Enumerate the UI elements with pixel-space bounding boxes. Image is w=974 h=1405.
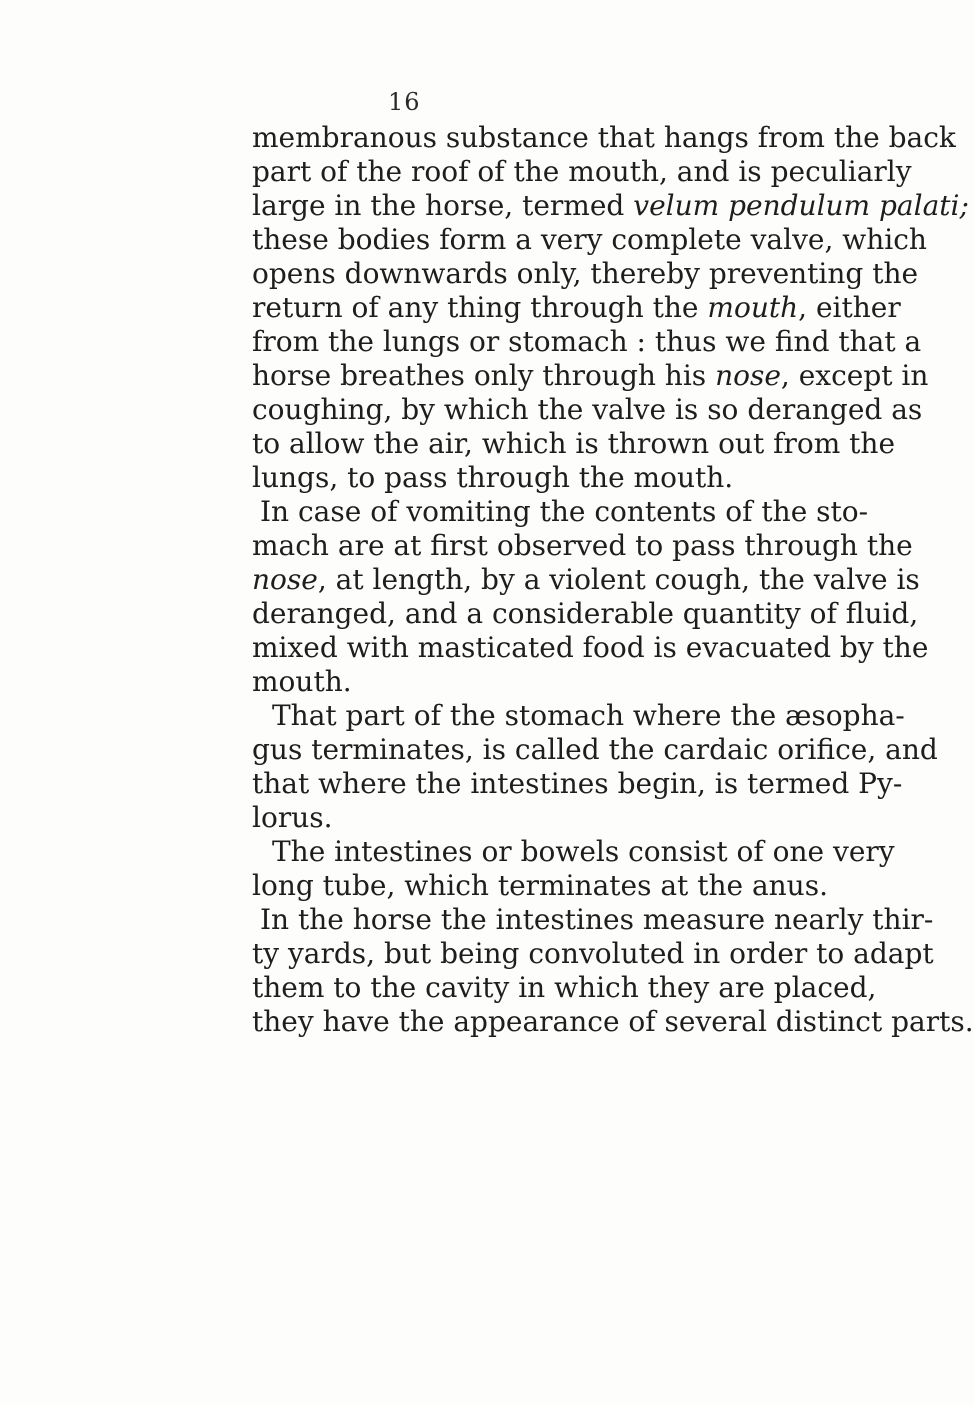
emphasis: nose: [252, 563, 318, 596]
text-line: mouth.: [252, 665, 352, 698]
text-line: opens downwards only, thereby preventing the: [252, 257, 919, 290]
paragraph-start: That part of the stomach where the æsopha-: [272, 699, 905, 732]
text-line: part of the roof of the mouth, and is peculiarly: [252, 155, 912, 188]
text-line: large in the horse, termed velum pendulum palati;: [252, 189, 969, 222]
paragraph-start: In case of vomiting the contents of the sto-: [260, 495, 869, 528]
text-line: them to the cavity in which they are placed,: [252, 971, 877, 1004]
text-line: deranged, and a considerable quantity of fluid,: [252, 597, 919, 630]
text-line: from the lungs or stomach : thus we find that a: [252, 325, 922, 358]
text-line: mach are at first observed to pass through the: [252, 529, 913, 562]
latin-term: velum pendulum palati;: [633, 189, 969, 222]
text-line: return of any thing through the mouth, either: [252, 291, 901, 324]
text-line: long tube, which terminates at the anus.: [252, 869, 828, 902]
text-line: nose, at length, by a violent cough, the valve is: [252, 563, 920, 596]
text-line: these bodies form a very complete valve, which: [252, 223, 927, 256]
text-line: lungs, to pass through the mouth.: [252, 461, 734, 494]
text-line: ty yards, but being convoluted in order to adapt: [252, 937, 934, 970]
text-line: they have the appearance of several distinct parts.: [252, 1005, 974, 1038]
text-line: gus terminates, is called the cardaic orifice, and: [252, 733, 938, 766]
paragraph-start: In the horse the intestines measure nearly thir-: [260, 903, 934, 936]
text-line: lorus.: [252, 801, 333, 834]
paragraph-start: The intestines or bowels consist of one very: [272, 835, 895, 868]
text-line: membranous substance that hangs from the back: [252, 121, 956, 154]
emphasis: nose: [715, 359, 781, 392]
text-line: coughing, by which the valve is so deranged as: [252, 393, 923, 426]
text-line: that where the intestines begin, is termed Py-: [252, 767, 903, 800]
text-line: to allow the air, which is thrown out from the: [252, 427, 896, 460]
text-line: horse breathes only through his nose, except in: [252, 359, 929, 392]
emphasis: mouth: [707, 291, 799, 324]
page-number: 16: [388, 88, 421, 116]
text-line: mixed with masticated food is evacuated by the: [252, 631, 929, 664]
